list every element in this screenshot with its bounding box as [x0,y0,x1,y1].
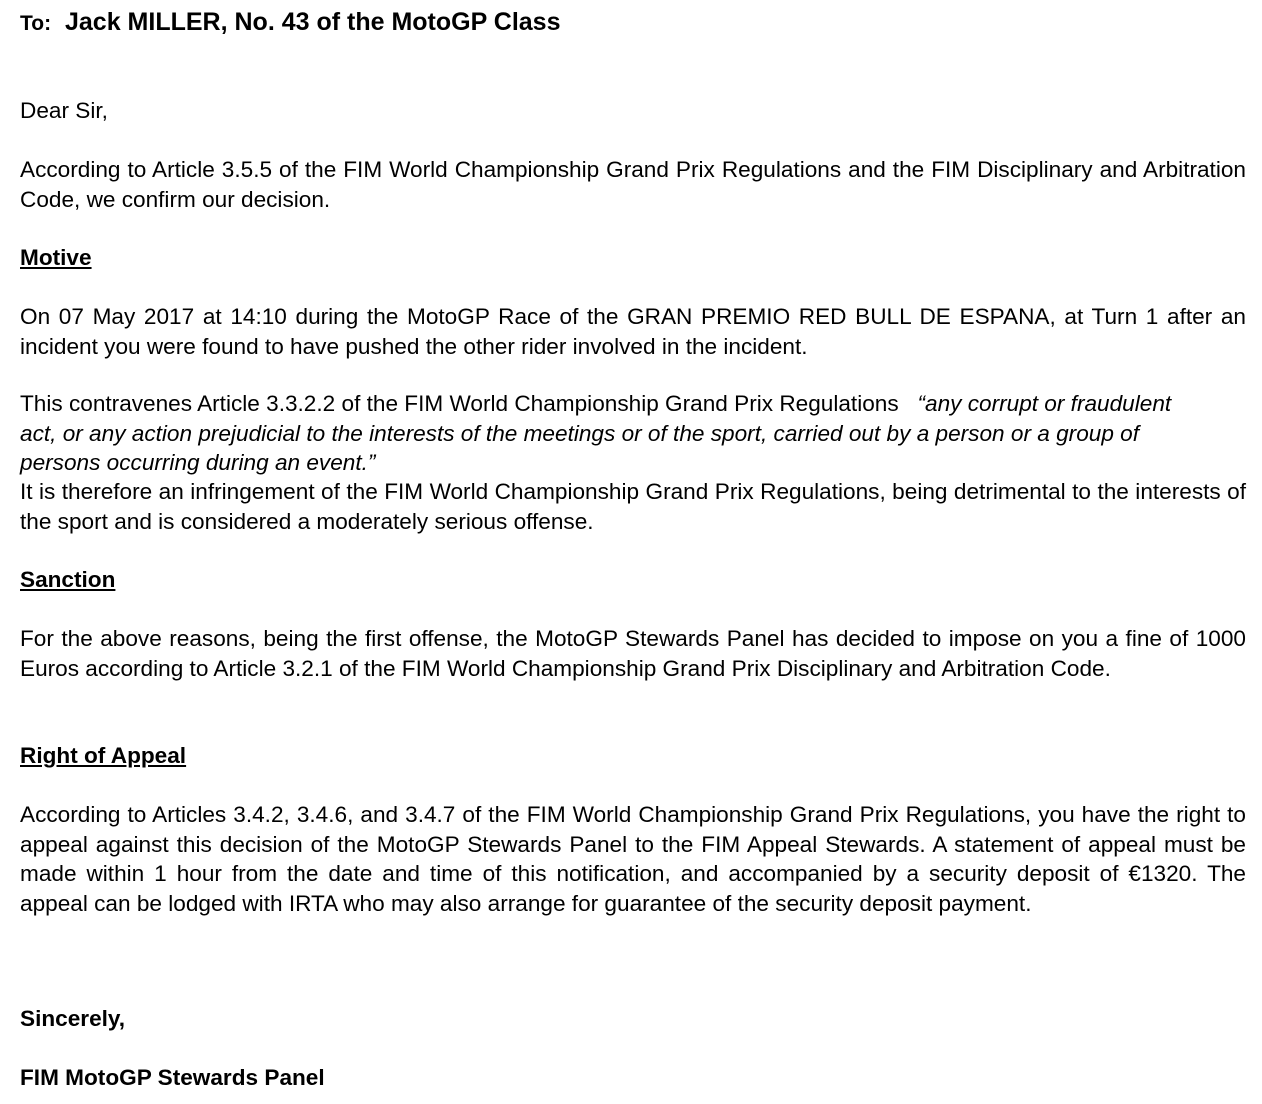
sanction-heading: Sanction [20,567,116,592]
intro-paragraph: According to Article 3.5.5 of the FIM World Championship Grand Prix Regulations and the FIM Disciplinary and Arbitration Code, we confirm our decision. [20,157,1246,212]
to-label: To: [20,12,52,35]
recipient-name: Jack MILLER, No. 43 of the MotoGP Class [65,8,561,36]
salutation: Dear Sir, [20,98,108,123]
recipient-line [20,6,560,40]
sanction-paragraph: For the above reasons, being the first offense, the MotoGP Stewards Panel has decided to impose on you a fine of 1000 Euros according to Article 3.2.1 of the FIM World Championship Grand Prix Disciplinary and Arbitration Code. [20,626,1246,681]
contravenes-paragraph [20,389,1200,478]
motive-heading: Motive [20,245,92,270]
closing: Sincerely, [20,1006,126,1031]
infringement-paragraph: It is therefore an infringement of the FIM World Championship Grand Prix Regulations, being detrimental to the interests of the sport and is considered a moderately serious offense. [20,479,1246,534]
appeal-paragraph: According to Articles 3.4.2, 3.4.6, and 3.4.7 of the FIM World Championship Grand Prix Regulations, you have the right to appeal against this decision of the MotoGP Stewards Panel to the FIM Appeal Stewards. A statement of appeal must be made within 1 hour from the date and time of this notification, and accompanied by a security deposit of €1320. The appeal can be lodged with IRTA who may also arrange for guarantee of the security deposit payment. [20,802,1246,916]
signature: FIM MotoGP Stewards Panel [20,1065,325,1090]
regulation-quote: “any corrupt or fraudulent act, or any action prejudicial to the interests of the meetings or of the sport, carried out by a person or a group of persons occurring during an event.” [20,391,1172,475]
appeal-heading: Right of Appeal [20,743,187,768]
contravenes-text: This contravenes Article 3.3.2.2 of the FIM World Championship Grand Prix Regulations [20,391,899,416]
motive-paragraph: On 07 May 2017 at 14:10 during the MotoGP Race of the GRAN PREMIO RED BULL DE ESPANA, at Turn 1 after an incident you were found to have pushed the other rider involved in the incident. [20,304,1246,359]
